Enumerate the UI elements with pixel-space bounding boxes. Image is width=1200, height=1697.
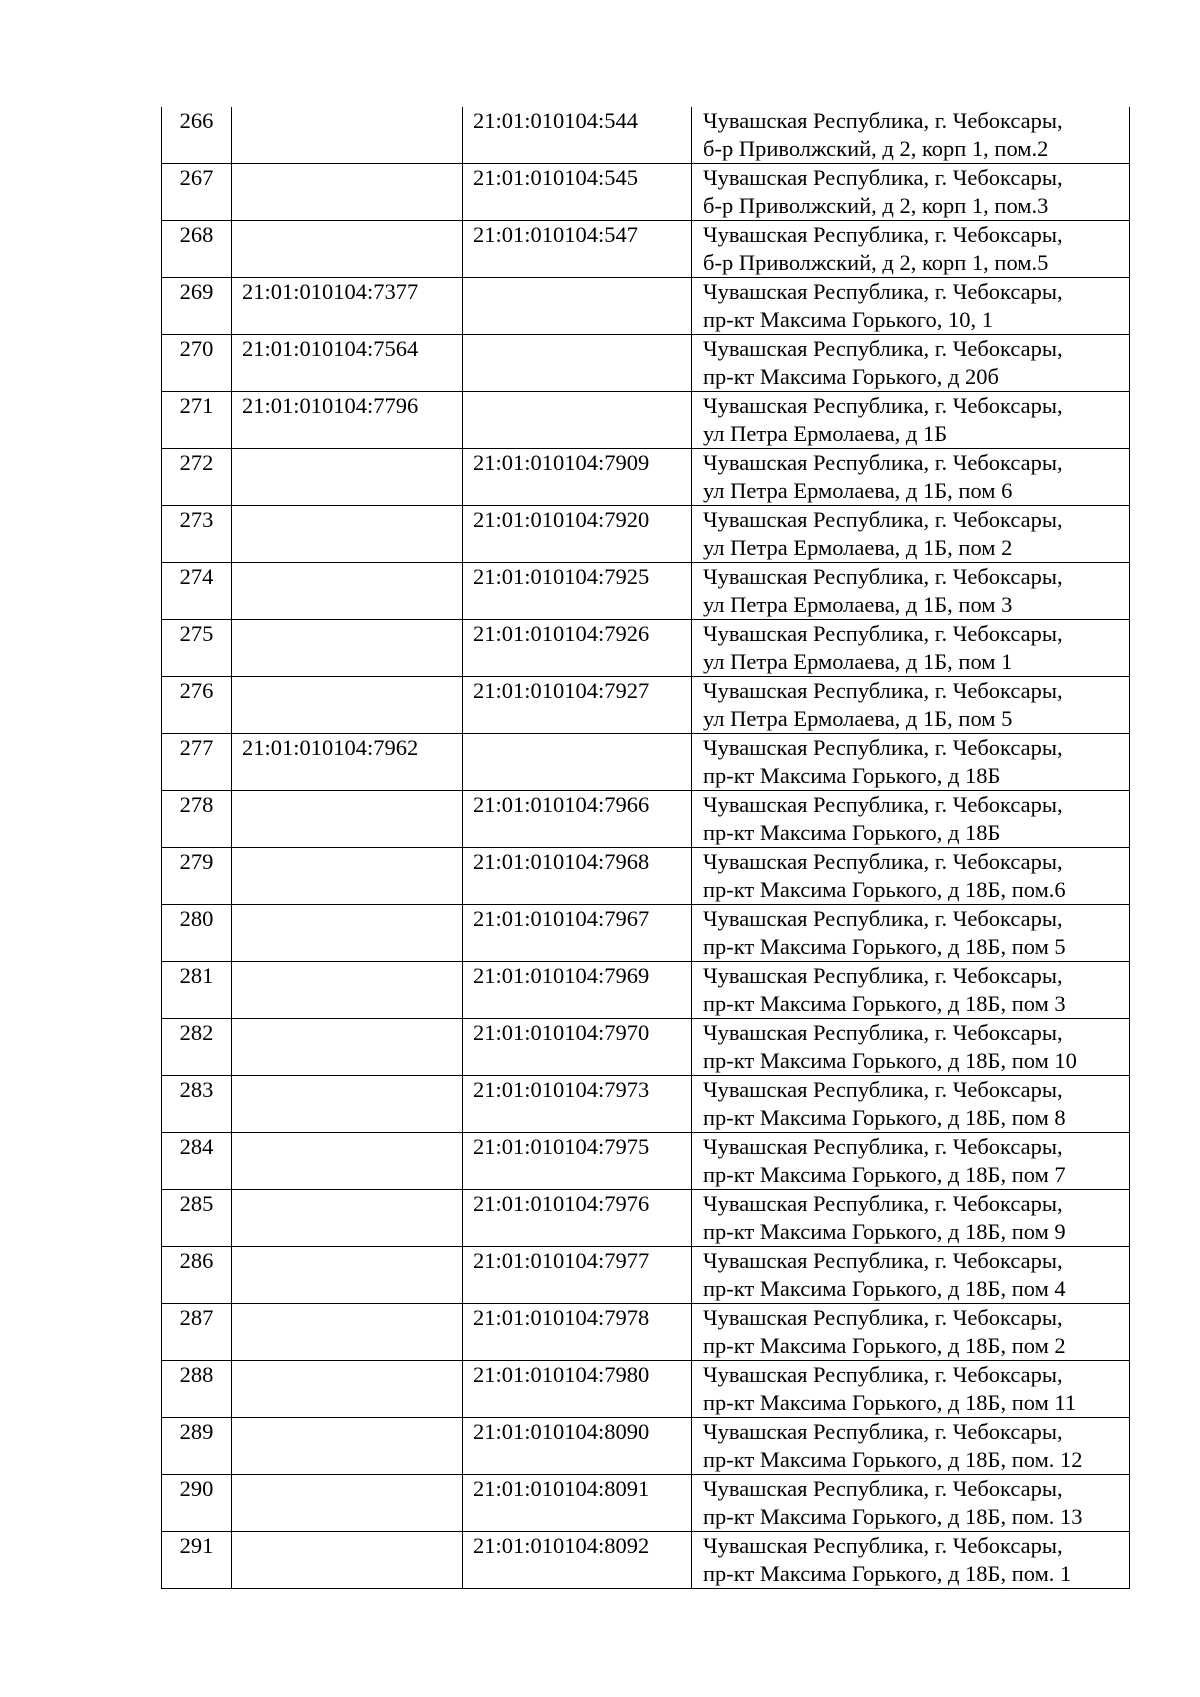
table-row (162, 1247, 1130, 1304)
table-row (162, 1019, 1130, 1076)
object-cadastral-number-cell: 21:01:010104:547 (463, 221, 692, 278)
land-cadastral-number-cell (232, 1418, 463, 1475)
land-cadastral-number-cell (232, 1133, 463, 1190)
address-line-2: пр-кт Максима Горького, 10, 1 (703, 307, 993, 332)
land-cadastral-number-cell (232, 107, 463, 164)
address-line-2: пр-кт Максима Горького, д 18Б, пом. 1 (703, 1561, 1072, 1586)
row-number-cell: 269 (162, 278, 232, 335)
address-line-1: Чувашская Республика, г. Чебоксары, (703, 279, 1063, 304)
table-row (162, 563, 1130, 620)
address-line-2: пр-кт Максима Горького, д 18Б, пом. 13 (703, 1504, 1083, 1529)
address-cell (692, 1304, 1130, 1361)
address-line-2: ул Петра Ермолаева, д 1Б, пом 5 (703, 706, 1013, 731)
object-cadastral-number-cell: 21:01:010104:7969 (463, 962, 692, 1019)
address-line-1: Чувашская Республика, г. Чебоксары, (703, 1077, 1063, 1102)
row-number-cell: 278 (162, 791, 232, 848)
address-cell (692, 1532, 1130, 1589)
address-line-1: Чувашская Республика, г. Чебоксары, (703, 1191, 1063, 1216)
address-line-1: Чувашская Республика, г. Чебоксары, (703, 507, 1063, 532)
address-line-1: Чувашская Республика, г. Чебоксары, (703, 1419, 1063, 1444)
row-number-cell: 290 (162, 1475, 232, 1532)
address-cell (692, 962, 1130, 1019)
address-line-2: пр-кт Максима Горького, д 18Б, пом 2 (703, 1333, 1066, 1358)
land-cadastral-number-cell (232, 620, 463, 677)
address-line-1: Чувашская Республика, г. Чебоксары, (703, 393, 1063, 418)
object-cadastral-number-cell: 21:01:010104:7978 (463, 1304, 692, 1361)
land-cadastral-number-cell (232, 449, 463, 506)
row-number-cell: 268 (162, 221, 232, 278)
address-line-2: пр-кт Максима Горького, д 18Б (703, 763, 1001, 788)
address-line-2: пр-кт Максима Горького, д 18Б, пом 3 (703, 991, 1066, 1016)
row-number-cell: 274 (162, 563, 232, 620)
address-cell (692, 1133, 1130, 1190)
object-cadastral-number-cell (463, 335, 692, 392)
table-row (162, 1304, 1130, 1361)
address-cell (692, 677, 1130, 734)
address-cell (692, 563, 1130, 620)
address-cell (692, 506, 1130, 563)
address-line-1: Чувашская Республика, г. Чебоксары, (703, 1248, 1063, 1273)
land-cadastral-number-cell (232, 1019, 463, 1076)
address-cell (692, 791, 1130, 848)
row-number-cell: 291 (162, 1532, 232, 1589)
address-line-2: пр-кт Максима Горького, д 18Б, пом.6 (703, 877, 1066, 902)
object-cadastral-number-cell (463, 392, 692, 449)
address-line-1: Чувашская Республика, г. Чебоксары, (703, 165, 1063, 190)
table-row (162, 164, 1130, 221)
row-number-cell: 266 (162, 107, 232, 164)
object-cadastral-number-cell: 21:01:010104:7973 (463, 1076, 692, 1133)
address-cell (692, 107, 1130, 164)
object-cadastral-number-cell (463, 734, 692, 791)
address-line-2: ул Петра Ермолаева, д 1Б (703, 421, 948, 446)
land-cadastral-number-cell (232, 1475, 463, 1532)
land-cadastral-number-cell (232, 164, 463, 221)
table-row (162, 905, 1130, 962)
address-line-1: Чувашская Республика, г. Чебоксары, (703, 906, 1063, 931)
address-line-1: Чувашская Республика, г. Чебоксары, (703, 222, 1063, 247)
object-cadastral-number-cell: 21:01:010104:8091 (463, 1475, 692, 1532)
object-cadastral-number-cell: 21:01:010104:7980 (463, 1361, 692, 1418)
object-cadastral-number-cell: 21:01:010104:7926 (463, 620, 692, 677)
row-number-cell: 270 (162, 335, 232, 392)
table-row (162, 107, 1130, 164)
address-line-1: Чувашская Республика, г. Чебоксары, (703, 1533, 1063, 1558)
address-line-1: Чувашская Республика, г. Чебоксары, (703, 1305, 1063, 1330)
address-cell (692, 1247, 1130, 1304)
registry-table-body (162, 107, 1130, 1589)
row-number-cell: 277 (162, 734, 232, 791)
row-number-cell: 285 (162, 1190, 232, 1247)
address-line-2: пр-кт Максима Горького, д 18Б, пом 4 (703, 1276, 1066, 1301)
address-line-2: ул Петра Ермолаева, д 1Б, пом 1 (703, 649, 1013, 674)
address-line-2: пр-кт Максима Горького, д 18Б, пом. 12 (703, 1447, 1083, 1472)
address-cell (692, 1361, 1130, 1418)
address-line-2: б-р Приволжский, д 2, корп 1, пом.2 (703, 136, 1049, 161)
table-row (162, 620, 1130, 677)
address-cell (692, 1076, 1130, 1133)
address-line-2: пр-кт Максима Горького, д 18Б, пом 9 (703, 1219, 1066, 1244)
address-line-1: Чувашская Республика, г. Чебоксары, (703, 1476, 1063, 1501)
address-cell (692, 1418, 1130, 1475)
address-line-1: Чувашская Республика, г. Чебоксары, (703, 564, 1063, 589)
object-cadastral-number-cell: 21:01:010104:7909 (463, 449, 692, 506)
land-cadastral-number-cell (232, 848, 463, 905)
row-number-cell: 273 (162, 506, 232, 563)
address-line-1: Чувашская Республика, г. Чебоксары, (703, 1134, 1063, 1159)
object-cadastral-number-cell: 21:01:010104:8092 (463, 1532, 692, 1589)
address-cell (692, 1190, 1130, 1247)
address-line-2: пр-кт Максима Горького, д 18Б, пом 7 (703, 1162, 1066, 1187)
object-cadastral-number-cell: 21:01:010104:544 (463, 107, 692, 164)
land-cadastral-number-cell (232, 905, 463, 962)
row-number-cell: 276 (162, 677, 232, 734)
table-row (162, 278, 1130, 335)
row-number-cell: 287 (162, 1304, 232, 1361)
row-number-cell: 267 (162, 164, 232, 221)
address-line-2: пр-кт Максима Горького, д 20б (703, 364, 999, 389)
table-row (162, 392, 1130, 449)
row-number-cell: 272 (162, 449, 232, 506)
address-line-1: Чувашская Республика, г. Чебоксары, (703, 963, 1063, 988)
object-cadastral-number-cell: 21:01:010104:7925 (463, 563, 692, 620)
table-row (162, 1361, 1130, 1418)
object-cadastral-number-cell: 21:01:010104:7970 (463, 1019, 692, 1076)
table-row (162, 449, 1130, 506)
address-line-1: Чувашская Республика, г. Чебоксары, (703, 621, 1063, 646)
address-line-2: пр-кт Максима Горького, д 18Б, пом 8 (703, 1105, 1066, 1130)
land-cadastral-number-cell (232, 506, 463, 563)
address-cell (692, 449, 1130, 506)
address-line-2: пр-кт Максима Горького, д 18Б (703, 820, 1001, 845)
address-line-1: Чувашская Республика, г. Чебоксары, (703, 336, 1063, 361)
land-cadastral-number-cell (232, 791, 463, 848)
object-cadastral-number-cell: 21:01:010104:7920 (463, 506, 692, 563)
table-row (162, 1076, 1130, 1133)
table-row (162, 1418, 1130, 1475)
address-line-2: ул Петра Ермолаева, д 1Б, пом 3 (703, 592, 1013, 617)
address-line-1: Чувашская Республика, г. Чебоксары, (703, 678, 1063, 703)
land-cadastral-number-cell: 21:01:010104:7796 (232, 392, 463, 449)
table-row (162, 221, 1130, 278)
registry-table (161, 107, 1130, 1589)
row-number-cell: 279 (162, 848, 232, 905)
address-cell (692, 278, 1130, 335)
object-cadastral-number-cell: 21:01:010104:7968 (463, 848, 692, 905)
address-line-1: Чувашская Республика, г. Чебоксары, (703, 1362, 1063, 1387)
row-number-cell: 288 (162, 1361, 232, 1418)
row-number-cell: 282 (162, 1019, 232, 1076)
land-cadastral-number-cell (232, 1532, 463, 1589)
address-cell (692, 392, 1130, 449)
table-row (162, 734, 1130, 791)
object-cadastral-number-cell: 21:01:010104:8090 (463, 1418, 692, 1475)
land-cadastral-number-cell: 21:01:010104:7962 (232, 734, 463, 791)
land-cadastral-number-cell (232, 1361, 463, 1418)
table-row (162, 1133, 1130, 1190)
object-cadastral-number-cell: 21:01:010104:545 (463, 164, 692, 221)
table-row (162, 1532, 1130, 1589)
land-cadastral-number-cell: 21:01:010104:7564 (232, 335, 463, 392)
address-line-2: пр-кт Максима Горького, д 18Б, пом 11 (703, 1390, 1077, 1415)
row-number-cell: 275 (162, 620, 232, 677)
row-number-cell: 271 (162, 392, 232, 449)
row-number-cell: 283 (162, 1076, 232, 1133)
land-cadastral-number-cell (232, 1076, 463, 1133)
address-cell (692, 734, 1130, 791)
address-cell (692, 905, 1130, 962)
address-line-2: б-р Приволжский, д 2, корп 1, пом.3 (703, 193, 1049, 218)
object-cadastral-number-cell: 21:01:010104:7977 (463, 1247, 692, 1304)
table-row (162, 848, 1130, 905)
address-cell (692, 164, 1130, 221)
address-line-2: б-р Приволжский, д 2, корп 1, пом.5 (703, 250, 1049, 275)
row-number-cell: 289 (162, 1418, 232, 1475)
address-line-1: Чувашская Республика, г. Чебоксары, (703, 792, 1063, 817)
land-cadastral-number-cell (232, 221, 463, 278)
table-row (162, 1190, 1130, 1247)
land-cadastral-number-cell (232, 962, 463, 1019)
table-row (162, 962, 1130, 1019)
object-cadastral-number-cell: 21:01:010104:7976 (463, 1190, 692, 1247)
table-row (162, 791, 1130, 848)
address-cell (692, 620, 1130, 677)
address-line-2: пр-кт Максима Горького, д 18Б, пом 10 (703, 1048, 1077, 1073)
address-cell (692, 335, 1130, 392)
table-row (162, 1475, 1130, 1532)
address-line-2: пр-кт Максима Горького, д 18Б, пом 5 (703, 934, 1066, 959)
address-line-2: ул Петра Ермолаева, д 1Б, пом 2 (703, 535, 1013, 560)
address-cell (692, 1019, 1130, 1076)
land-cadastral-number-cell (232, 563, 463, 620)
object-cadastral-number-cell (463, 278, 692, 335)
row-number-cell: 281 (162, 962, 232, 1019)
table-row (162, 677, 1130, 734)
address-line-1: Чувашская Республика, г. Чебоксары, (703, 108, 1063, 133)
row-number-cell: 280 (162, 905, 232, 962)
address-cell (692, 848, 1130, 905)
row-number-cell: 286 (162, 1247, 232, 1304)
land-cadastral-number-cell (232, 1190, 463, 1247)
address-cell (692, 1475, 1130, 1532)
object-cadastral-number-cell: 21:01:010104:7967 (463, 905, 692, 962)
address-line-2: ул Петра Ермолаева, д 1Б, пом 6 (703, 478, 1013, 503)
address-line-1: Чувашская Республика, г. Чебоксары, (703, 735, 1063, 760)
address-cell (692, 221, 1130, 278)
address-line-1: Чувашская Республика, г. Чебоксары, (703, 1020, 1063, 1045)
land-cadastral-number-cell (232, 1304, 463, 1361)
address-line-1: Чувашская Республика, г. Чебоксары, (703, 849, 1063, 874)
object-cadastral-number-cell: 21:01:010104:7975 (463, 1133, 692, 1190)
address-line-1: Чувашская Республика, г. Чебоксары, (703, 450, 1063, 475)
table-row (162, 506, 1130, 563)
land-cadastral-number-cell (232, 1247, 463, 1304)
land-cadastral-number-cell (232, 677, 463, 734)
land-cadastral-number-cell: 21:01:010104:7377 (232, 278, 463, 335)
object-cadastral-number-cell: 21:01:010104:7927 (463, 677, 692, 734)
table-row (162, 335, 1130, 392)
row-number-cell: 284 (162, 1133, 232, 1190)
object-cadastral-number-cell: 21:01:010104:7966 (463, 791, 692, 848)
